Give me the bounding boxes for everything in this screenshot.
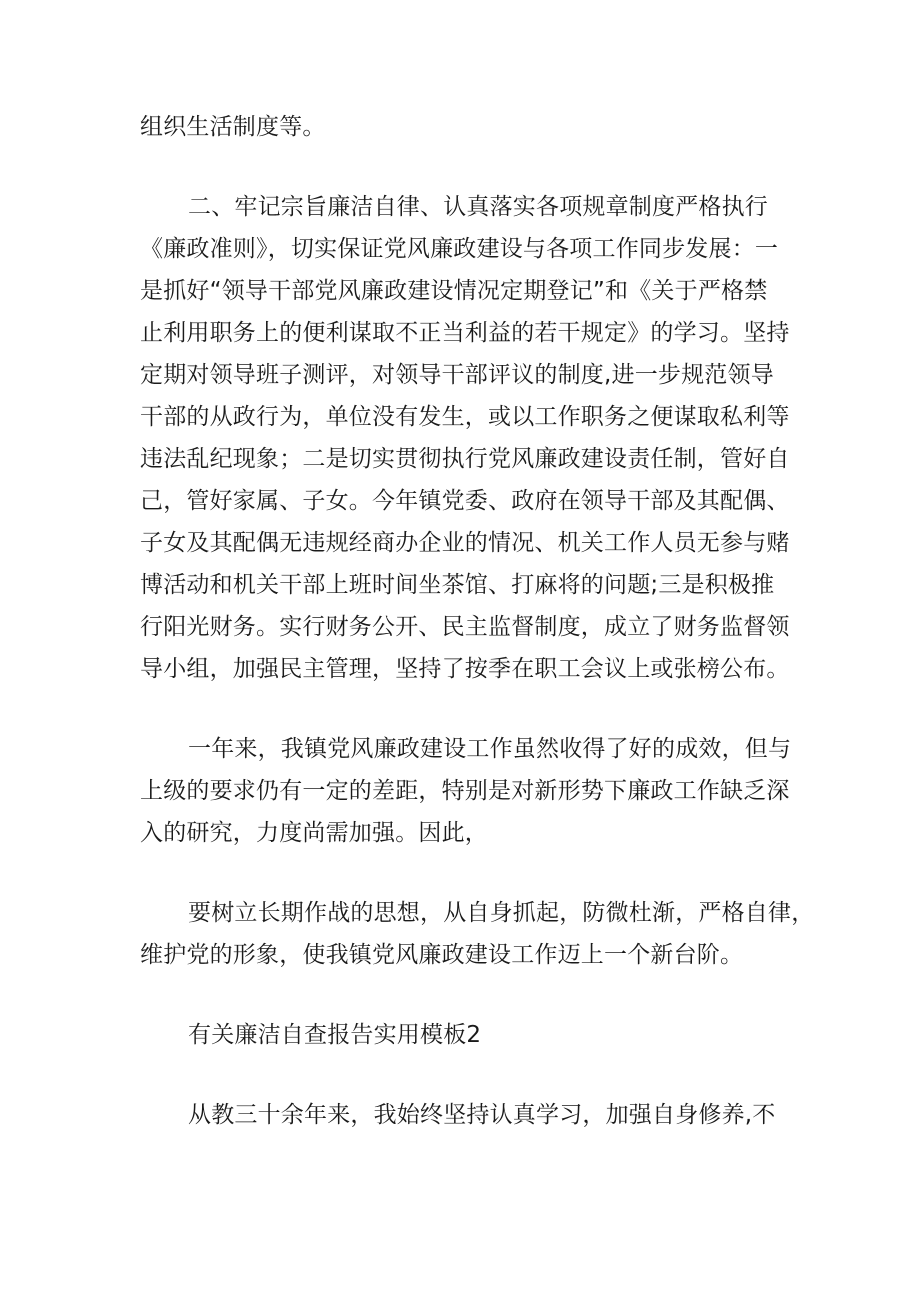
paragraph-line: 二、牢记宗旨廉洁自律、认真落实各项规章制度严格执行 [188, 194, 768, 220]
paragraph-line: 导小组，加强民主管理，坚持了按季在职工会议上或张榜公布。 [140, 656, 790, 682]
paragraph-line: 干部的从政行为，单位没有发生，或以工作职务之便谋取私利等 [140, 404, 790, 430]
paragraph-line: 子女及其配偶无违规经商办企业的情况、机关工作人员无参与赌 [140, 530, 790, 556]
paragraph-line: 止利用职务上的便利谋取不正当利益的若干规定》的学习。坚持 [140, 320, 790, 346]
paragraph-line: 要树立长期作战的思想，从自身抓起，防微杜渐，严格自律， [188, 900, 815, 926]
paragraph-line: 上级的要求仍有一定的差距，特别是对新形势下廉政工作缺乏深 [140, 778, 790, 804]
paragraph-line: 从教三十余年来，我始终坚持认真学习，加强自身修养,不 [188, 1102, 776, 1128]
paragraph-line: 违法乱纪现象；二是切实贯彻执行党风廉政建设责任制，管好自 [140, 446, 790, 472]
paragraph-line: 入的研究，力度尚需加强。因此， [140, 820, 488, 846]
paragraph-line: 行阳光财务。实行财务公开、民主监督制度，成立了财务监督领 [140, 614, 790, 640]
paragraph-line: 组织生活制度等。 [140, 114, 326, 140]
paragraph-line: 是抓好“领导干部党风廉政建设情况定期登记”和《关于严格禁 [140, 278, 768, 304]
section-heading: 有关廉洁自查报告实用模板2 [188, 1022, 482, 1048]
paragraph-line: 博活动和机关干部上班时间坐茶馆、打麻将的问题;三是积极推 [140, 572, 775, 598]
paragraph-line: 定期对领导班子测评，对领导干部评议的制度,进一步规范领导 [140, 362, 774, 388]
paragraph-line: 己，管好家属、子女。今年镇党委、政府在领导干部及其配偶、 [140, 488, 790, 514]
paragraph-line: 《廉政准则》，切实保证党风廉政建设与各项工作同步发展：一 [140, 236, 779, 262]
paragraph-line: 维护党的形象，使我镇党风廉政建设工作迈上一个新台阶。 [140, 942, 744, 968]
paragraph-line: 一年来，我镇党风廉政建设工作虽然收得了好的成效，但与 [188, 736, 792, 762]
